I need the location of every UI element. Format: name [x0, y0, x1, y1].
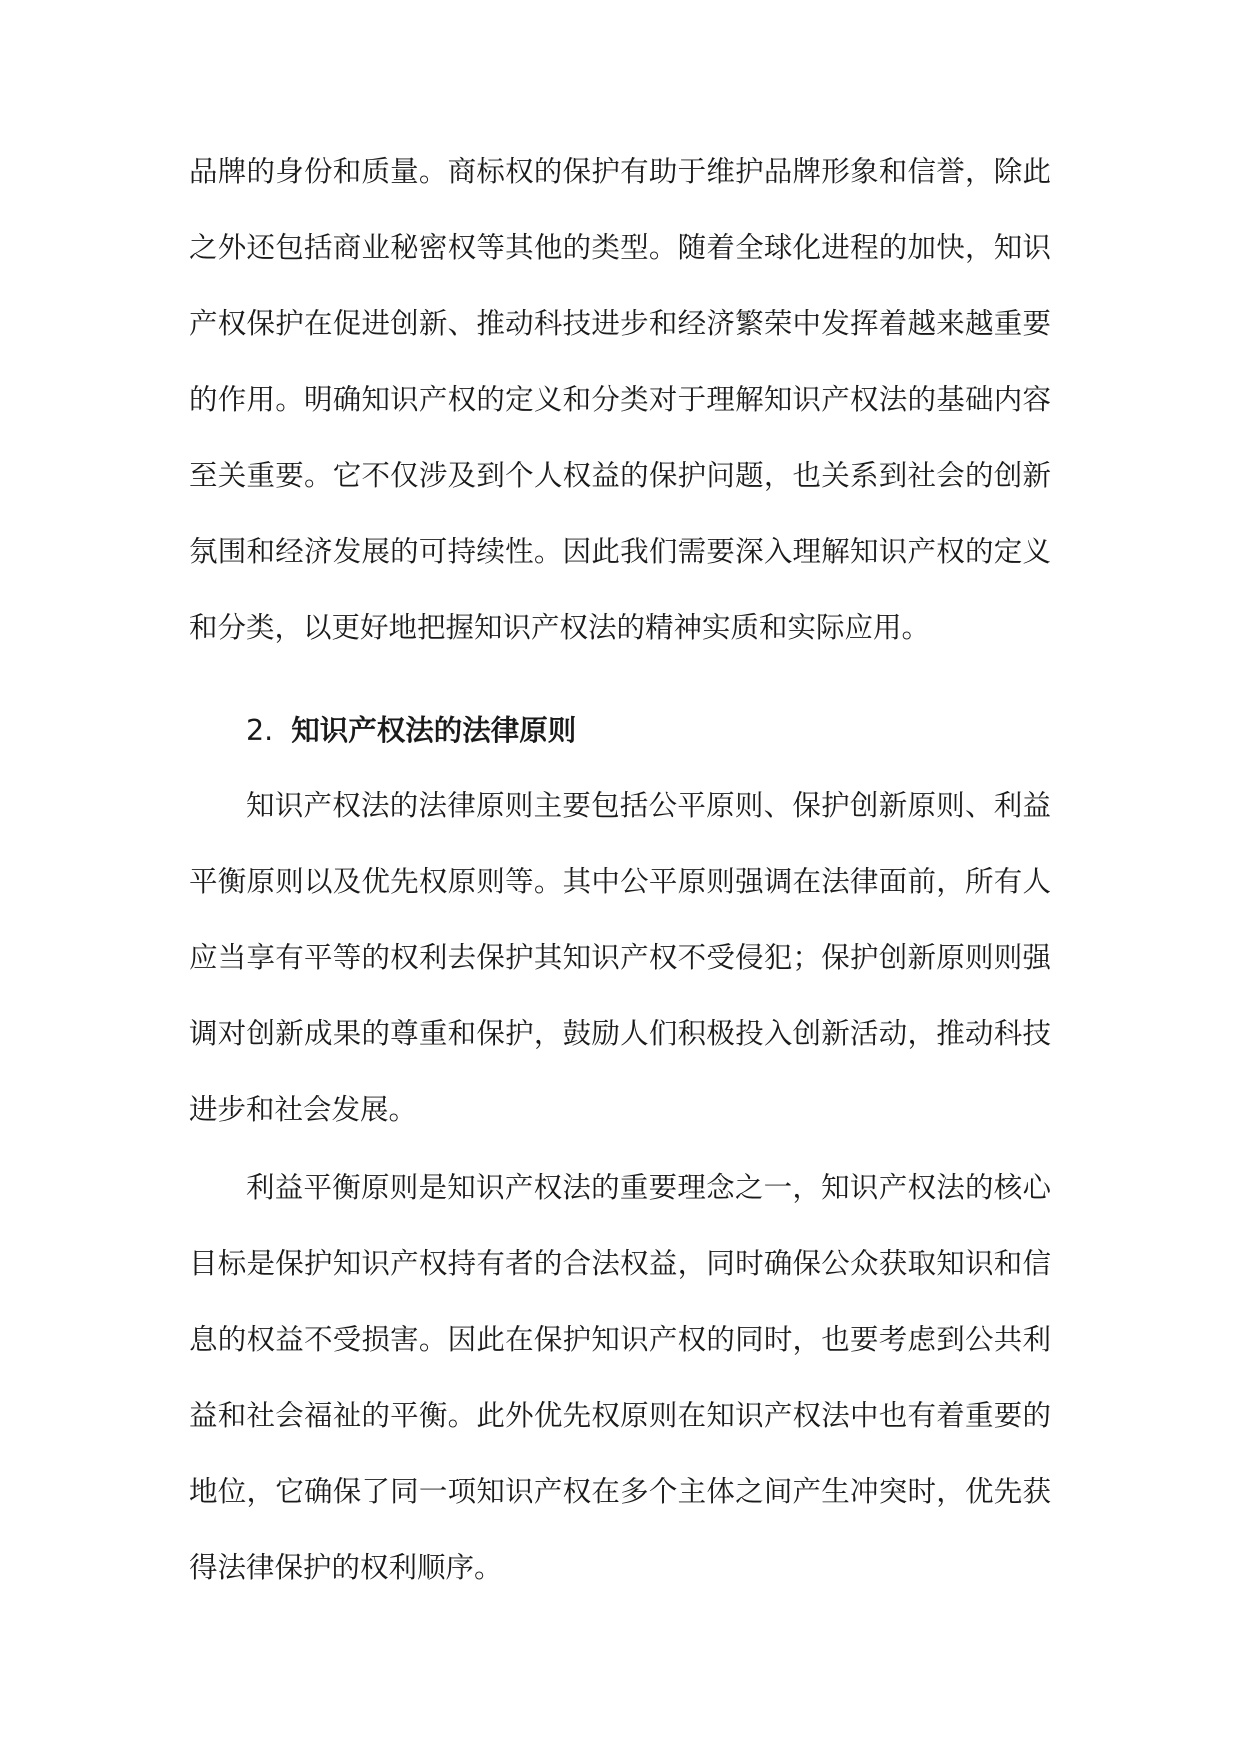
- paragraph-line: 之外还包括商业秘密权等其他的类型。随着全球化进程的加快，知识: [189, 231, 1051, 264]
- paragraph-line: 至关重要。它不仅涉及到个人权益的保护问题，也关系到社会的创新: [189, 459, 1051, 492]
- section-number: 2.: [246, 714, 274, 747]
- paragraph-line: 地位，它确保了同一项知识产权在多个主体之间产生冲突时，优先获: [189, 1475, 1051, 1508]
- paragraph-line: 品牌的身份和质量。商标权的保护有助于维护品牌形象和信誉，除此: [189, 155, 1051, 188]
- section-heading: [246, 711, 576, 751]
- section-title: 知识产权法的法律原则: [291, 714, 577, 747]
- paragraph-line: 的作用。明确知识产权的定义和分类对于理解知识产权法的基础内容: [189, 383, 1051, 416]
- paragraph-line: 进步和社会发展。: [189, 1093, 418, 1126]
- paragraph-line: 益和社会福祉的平衡。此外优先权原则在知识产权法中也有着重要的: [189, 1399, 1051, 1432]
- paragraph-line: 得法律保护的权利顺序。: [189, 1551, 503, 1584]
- paragraph-line: 应当享有平等的权利去保护其知识产权不受侵犯；保护创新原则则强: [189, 941, 1051, 974]
- paragraph-line: 目标是保护知识产权持有者的合法权益，同时确保公众获取知识和信: [189, 1247, 1051, 1280]
- paragraph-line: 和分类，以更好地把握知识产权法的精神实质和实际应用。: [189, 611, 931, 644]
- paragraph-line: 息的权益不受损害。因此在保护知识产权的同时，也要考虑到公共利: [189, 1323, 1051, 1356]
- paragraph-line: 平衡原则以及优先权原则等。其中公平原则强调在法律面前，所有人: [189, 865, 1051, 898]
- paragraph-line: 产权保护在促进创新、推动科技进步和经济繁荣中发挥着越来越重要: [189, 307, 1051, 340]
- paragraph-line: 知识产权法的法律原则主要包括公平原则、保护创新原则、利益: [246, 789, 1051, 822]
- paragraph-line: 氛围和经济发展的可持续性。因此我们需要深入理解知识产权的定义: [189, 535, 1051, 568]
- paragraph-line: 利益平衡原则是知识产权法的重要理念之一，知识产权法的核心: [246, 1171, 1051, 1204]
- paragraph-line: 调对创新成果的尊重和保护，鼓励人们积极投入创新活动，推动科技: [189, 1017, 1051, 1050]
